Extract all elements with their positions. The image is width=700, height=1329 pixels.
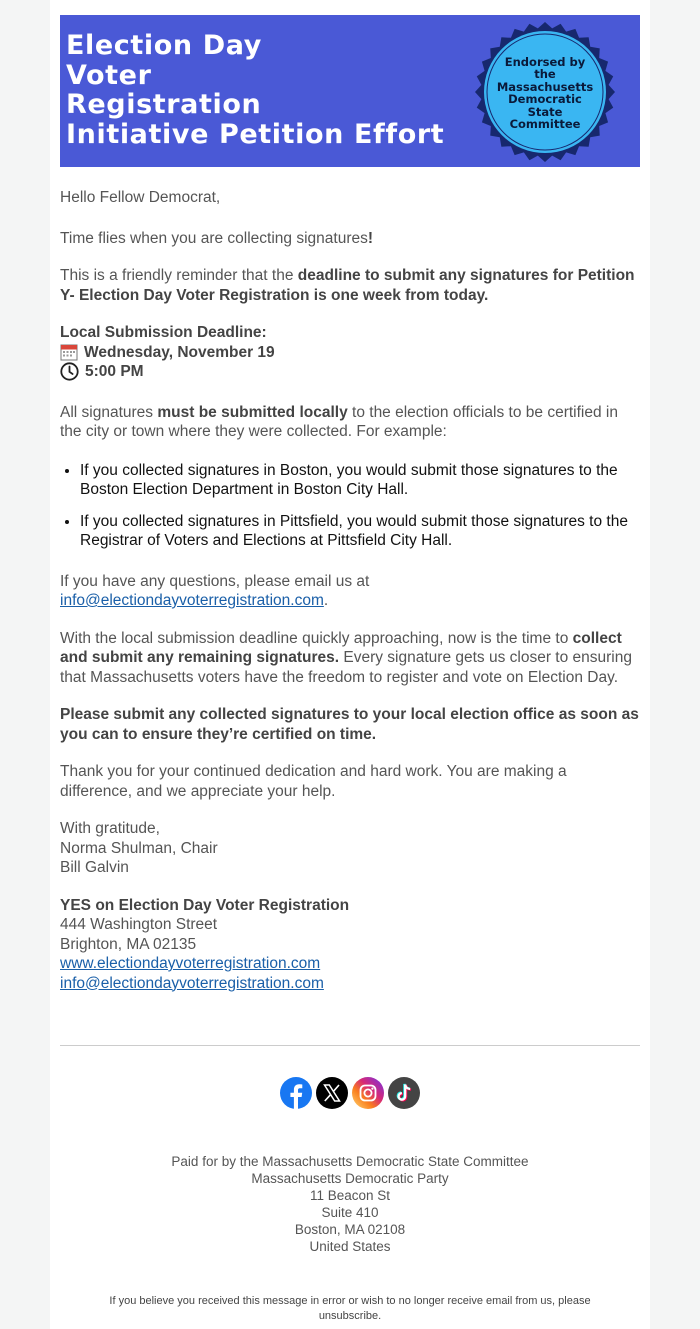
intro-exclamation: ! xyxy=(367,229,374,247)
address-line: Massachusetts Democratic Party xyxy=(251,1171,449,1186)
seal-line: Committee xyxy=(509,117,581,132)
x-icon[interactable] xyxy=(315,1076,349,1110)
organization-city: Brighton, MA 02135 xyxy=(60,935,197,953)
greeting: Hello Fellow Democrat, xyxy=(60,189,221,206)
signer-name: Norma Shulman, Chair xyxy=(60,839,218,857)
banner-title-line: Registration xyxy=(66,89,262,120)
tiktok-icon[interactable] xyxy=(387,1076,421,1110)
reminder-deadline-bold: deadline to submit any signatures for Petition Y- Election Day Voter Registration is one week from today. xyxy=(60,267,635,304)
seal-line: Endorsed by xyxy=(504,55,586,69)
banner-title-line: Election Day xyxy=(66,30,262,61)
calendar-icon xyxy=(60,343,78,361)
local-submission-paragraph: All signatures must be submitted locally to the election officials to be certified in the city or town where they were collected. For example: xyxy=(60,403,618,440)
address-line: United States xyxy=(309,1239,391,1254)
header-banner xyxy=(60,15,640,167)
instagram-icon[interactable] xyxy=(351,1076,385,1110)
banner-title xyxy=(66,31,444,149)
deadline-time: 5:00 PM xyxy=(85,363,144,380)
approach-paragraph: With the local submission deadline quickly approaching, now is the time to collect and submit any remaining signatures. Every signature gets us closer to ensuring that Massachusetts voters have the freedom to register and vote on Election Day. xyxy=(60,629,632,686)
approach-bold: collect and submit any remaining signatures. xyxy=(60,629,622,666)
contact-email-link[interactable]: info@electiondayvoterregistration.com xyxy=(60,974,324,992)
list-item: • If you collected signatures in Boston, you would submit those signatures to the Boston Election Department in Boston City Hall. xyxy=(80,461,640,500)
deadline-block xyxy=(60,323,640,382)
address-line: 11 Beacon St xyxy=(309,1188,391,1203)
reminder-text: This is a friendly reminder that the xyxy=(60,267,298,284)
paid-for-disclaimer: Paid for by the Massachusetts Democratic State Committee xyxy=(171,1153,529,1169)
banner-title-line: Initiative Petition Effort xyxy=(66,118,445,150)
seal-line: the xyxy=(534,67,556,82)
organization-street: 444 Washington Street xyxy=(60,916,218,933)
intro-paragraph xyxy=(60,229,640,249)
local-bold: must be submitted locally xyxy=(157,403,348,421)
deadline-date: Wednesday, November 19 xyxy=(84,343,275,361)
deadline-date-line xyxy=(60,343,640,363)
intro-text: Time flies when you are collecting signatures xyxy=(60,229,368,247)
seal-line: Massachusetts xyxy=(496,79,594,94)
signoff: With gratitude, xyxy=(60,820,160,837)
clock-icon xyxy=(60,362,79,381)
footer-address xyxy=(60,1170,640,1255)
deadline-time-line xyxy=(60,362,640,382)
seal-line: Democratic xyxy=(508,92,582,107)
facebook-icon[interactable] xyxy=(279,1076,313,1110)
social-links xyxy=(279,1076,421,1110)
thanks-paragraph: Thank you for your continued dedication and hard work. You are making a difference, and we appreciate your help. xyxy=(60,763,567,800)
list-item: • If you collected signatures in Pittsfield, you would submit those signatures to the Registrar of Voters and Elections at Pittsfield City Hall. xyxy=(80,512,640,551)
please-submit-paragraph: Please submit any collected signatures to your local election office as soon as you can to ensure they’re certified on time. xyxy=(60,706,639,743)
website-link[interactable]: www.electiondayvoterregistration.com xyxy=(60,955,321,972)
signer-name: Bill Galvin xyxy=(60,859,129,876)
organization-block xyxy=(60,896,640,994)
deadline-heading: Local Submission Deadline: xyxy=(60,324,267,341)
seal-line: State xyxy=(527,104,563,119)
banner-title-line: Voter xyxy=(66,59,152,91)
questions-email-link[interactable]: info@electiondayvoterregistration.com xyxy=(60,592,324,609)
email-body xyxy=(50,0,650,1329)
address-line: Boston, MA 02108 xyxy=(294,1222,406,1237)
endorsement-seal-text xyxy=(489,56,601,130)
unsubscribe-notice[interactable]: If you believe you received this message in error or wish to no longer receive email from us, please unsubscribe. xyxy=(109,1295,591,1322)
message-content xyxy=(60,188,640,993)
reminder-paragraph xyxy=(60,266,640,305)
signature-block xyxy=(60,819,640,878)
organization-name: YES on Election Day Voter Registration xyxy=(60,896,350,914)
questions-paragraph: If you have any questions, please email us at info@electiondayvoterregistration.com. xyxy=(60,572,370,609)
address-line: Suite 410 xyxy=(321,1205,379,1220)
examples-list xyxy=(60,461,640,551)
divider xyxy=(60,1045,640,1046)
